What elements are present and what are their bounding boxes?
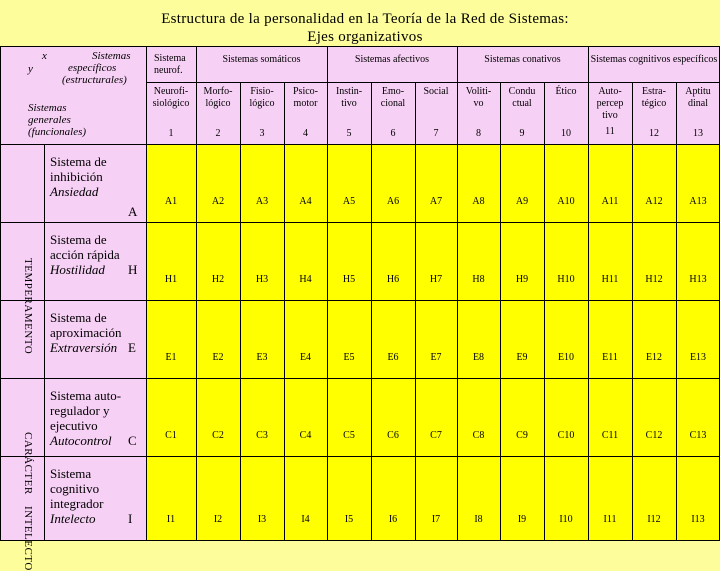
grid-cell-bg — [544, 222, 588, 300]
grid-cell: H9 — [515, 274, 529, 285]
row-name: Ansiedad — [50, 184, 99, 199]
row-letter: A — [128, 204, 138, 219]
grid-cell-bg — [146, 300, 196, 378]
corner-label-general-1: Sistemas — [28, 102, 67, 114]
grid-cell-bg — [457, 378, 500, 456]
grid-cell-bg — [146, 222, 196, 300]
grid-cell: I3 — [257, 514, 267, 525]
grid-cell-bg — [500, 144, 544, 222]
grid-cell: E5 — [343, 352, 355, 363]
grid-cell-bg — [676, 222, 720, 300]
corner-label-specific-3: (estructurales) — [62, 74, 127, 86]
grid-cell: H7 — [429, 274, 443, 285]
row-label-line: Sistema auto- — [50, 388, 122, 403]
grid-vline — [327, 46, 328, 540]
grid-cell: A1 — [164, 196, 178, 207]
column-number: 10 — [561, 128, 571, 139]
grid-cell: I5 — [344, 514, 354, 525]
grid-cell-bg — [676, 144, 720, 222]
row-label-line: aproximación — [50, 325, 122, 340]
grid-cell-bg — [327, 222, 371, 300]
grid-cell: E9 — [516, 352, 528, 363]
column-number: 5 — [346, 128, 352, 139]
grid-cell: I4 — [301, 514, 310, 525]
column-number: 12 — [649, 128, 659, 139]
grid-cell: C13 — [689, 430, 707, 441]
grid-cell: I13 — [691, 514, 705, 525]
grid-cell-bg — [284, 144, 327, 222]
corner-label-general-3: (funcionales) — [28, 126, 87, 138]
column-name: Fisio- lógico — [249, 86, 275, 109]
grid-cell: E12 — [645, 352, 663, 363]
grid-cell: E8 — [472, 352, 485, 363]
grid-cell-bg — [676, 456, 720, 540]
side-label-intelecto: INTELECTO — [22, 506, 34, 571]
grid-cell: C2 — [212, 430, 224, 441]
column-name: Social — [423, 86, 449, 97]
grid-cell-bg — [196, 222, 240, 300]
grid-cell: A2 — [211, 196, 225, 207]
side-divider — [44, 144, 45, 540]
column-name: Voliti- vo — [465, 86, 492, 109]
grid-vline — [196, 46, 197, 540]
grid-cell: H8 — [472, 274, 485, 285]
grid-cell-bg — [284, 300, 327, 378]
grid-cell: H1 — [164, 274, 178, 285]
grid-cell: I1 — [166, 514, 176, 525]
corner-label-x: x — [42, 50, 47, 62]
grid-cell: I6 — [388, 514, 398, 525]
grid-cell: I7 — [431, 514, 441, 525]
grid-cell-bg — [146, 456, 196, 540]
grid-cell-bg — [146, 144, 196, 222]
grid-cell: A3 — [255, 196, 269, 207]
row-name: Extraversión — [50, 340, 118, 355]
column-name: Emo- cional — [380, 86, 406, 109]
row-label — [50, 154, 142, 199]
grid-cell: A11 — [601, 196, 619, 207]
grid-vline — [457, 46, 458, 540]
grid-vline — [415, 82, 416, 540]
grid-cell: H3 — [255, 274, 269, 285]
grid-cell-bg — [284, 222, 327, 300]
row-label-line: ejecutivo — [50, 418, 98, 433]
row-name: Hostilidad — [50, 262, 105, 277]
grid-cell-bg — [632, 456, 676, 540]
column-name: Psico- motor — [293, 86, 318, 109]
grid-cell: H2 — [211, 274, 225, 285]
grid-cell: E2 — [212, 352, 224, 363]
grid-cell: A12 — [645, 196, 663, 207]
grid-cell-bg — [371, 144, 415, 222]
group-header: Sistemas afectivos — [354, 54, 430, 65]
group-header: Sistemas conativos — [484, 54, 561, 65]
grid-vline — [284, 82, 285, 540]
page-title — [0, 10, 720, 46]
grid-cell-bg — [371, 456, 415, 540]
grid-cell-bg — [327, 378, 371, 456]
corner-diagonal — [0, 46, 146, 144]
grid-cell-bg — [588, 222, 632, 300]
grid-cell-bg — [240, 378, 284, 456]
grid-cell-bg — [415, 300, 457, 378]
grid-cell: E6 — [387, 352, 399, 363]
header-separator — [146, 82, 196, 83]
grid-cell-bg — [544, 300, 588, 378]
column-number: 1 — [168, 128, 174, 139]
row-letter: H — [128, 262, 138, 277]
grid-cell-bg — [240, 144, 284, 222]
grid-vline — [240, 82, 241, 540]
column-name: Ético — [555, 86, 577, 97]
column-number: 3 — [259, 128, 265, 139]
row-label-line: regulador y — [50, 403, 110, 418]
grid-cell-bg — [240, 300, 284, 378]
grid-cell-bg — [544, 456, 588, 540]
column-number: 8 — [476, 128, 481, 139]
group-header: Sistemas cognitivos específicos — [590, 54, 718, 65]
grid-cell: E7 — [430, 352, 442, 363]
grid-cell-bg — [500, 300, 544, 378]
grid-cell: A6 — [386, 196, 400, 207]
grid-cell: A7 — [429, 196, 443, 207]
grid-cell-bg — [196, 378, 240, 456]
column-name: Neurofi- siológico — [152, 86, 190, 109]
grid-cell-bg — [196, 144, 240, 222]
grid-cell: I12 — [647, 514, 661, 525]
grid-vline — [544, 82, 545, 540]
grid-cell-bg — [415, 144, 457, 222]
grid-hline — [0, 540, 720, 541]
row-letter: I — [128, 511, 133, 526]
grid-cell-bg — [415, 456, 457, 540]
column-name: Aptitu dinal — [685, 86, 711, 109]
grid-cell: A9 — [515, 196, 529, 207]
grid-cell-bg — [588, 378, 632, 456]
grid-hline — [0, 222, 720, 223]
grid-cell: C5 — [343, 430, 355, 441]
grid-cell: I10 — [559, 514, 573, 525]
grid-vline — [588, 46, 589, 540]
title-line-1: Estructura de la personalidad en la Teoría de la Red de Sistemas: — [161, 11, 569, 27]
group-header: Sistema neurof. — [154, 53, 186, 76]
grid-cell-bg — [284, 456, 327, 540]
grid-cell-bg — [544, 378, 588, 456]
grid-vline — [632, 82, 633, 540]
column-number: 2 — [215, 128, 221, 139]
grid-cell-bg — [146, 378, 196, 456]
grid-cell-bg — [588, 144, 632, 222]
column-name: Auto- percep tivo — [596, 86, 624, 121]
grid-cell-bg — [327, 300, 371, 378]
grid-cell-bg — [632, 144, 676, 222]
grid-cell: A5 — [342, 196, 356, 207]
grid-cell-bg — [632, 378, 676, 456]
grid-cell: H11 — [601, 274, 619, 285]
grid-cell: C6 — [387, 430, 399, 441]
corner-label-specific-1: Sistemas — [92, 50, 131, 62]
header-separator — [196, 82, 720, 83]
grid-hline — [0, 300, 720, 301]
grid-cell-bg — [500, 222, 544, 300]
grid-cell-bg — [371, 378, 415, 456]
grid-cell-bg — [632, 300, 676, 378]
grid-cell-bg — [544, 144, 588, 222]
grid-cell: A4 — [299, 196, 312, 207]
grid-cell-bg — [371, 222, 415, 300]
grid-cell-bg — [457, 222, 500, 300]
grid-vline — [676, 82, 677, 540]
grid-vline — [146, 46, 147, 540]
grid-cell-bg — [415, 378, 457, 456]
grid-cell-bg — [284, 378, 327, 456]
side-label-temperamento: TEMPERAMENTO — [22, 258, 34, 355]
grid-cell: I2 — [213, 514, 223, 525]
grid-cell: C4 — [299, 430, 312, 441]
grid-cell-bg — [240, 456, 284, 540]
personality-grid — [0, 46, 720, 571]
corner-label-specific-2: específicos — [68, 62, 117, 74]
column-number: 4 — [303, 128, 308, 139]
grid-cell-bg — [588, 300, 632, 378]
grid-cell: E1 — [165, 352, 177, 363]
grid-cell-bg — [327, 456, 371, 540]
row-name: Intelecto — [50, 511, 96, 526]
grid-cell: E3 — [256, 352, 268, 363]
grid-cell-bg — [196, 300, 240, 378]
row-label-line: cognitivo — [50, 481, 100, 496]
grid-cell: C7 — [430, 430, 442, 441]
grid-cell-bg — [196, 456, 240, 540]
grid-cell-bg — [632, 222, 676, 300]
grid-cell: C1 — [165, 430, 177, 441]
row-letter: E — [128, 340, 136, 355]
grid-cell-bg — [500, 378, 544, 456]
grid-cell: A8 — [472, 196, 485, 207]
row-name: Autocontrol — [50, 433, 112, 448]
column-name: Estra- tégico — [641, 86, 667, 109]
grid-cell-bg — [676, 300, 720, 378]
row-label-line: Sistema — [50, 466, 92, 481]
column-number: 6 — [390, 128, 396, 139]
row-label-line: acción rápida — [50, 247, 120, 262]
row-label-line: Sistema de — [50, 310, 107, 325]
grid-cell: H6 — [386, 274, 400, 285]
grid-cell: E13 — [689, 352, 707, 363]
grid-cell: C10 — [557, 430, 575, 441]
grid-cell-bg — [240, 222, 284, 300]
grid-cell: C8 — [472, 430, 485, 441]
grid-cell: H13 — [689, 274, 707, 285]
row-label-line: Sistema de — [50, 232, 107, 247]
title-line-2: Ejes organizativos — [307, 29, 423, 45]
row-letter: C — [128, 433, 137, 448]
grid-cell: A10 — [557, 196, 575, 207]
row-label-line: inhibición — [50, 169, 103, 184]
grid-cell-bg — [500, 456, 544, 540]
grid-cell: H5 — [342, 274, 356, 285]
grid-cell-bg — [457, 144, 500, 222]
row-label-line: integrador — [50, 496, 104, 511]
group-header: Sistemas somáticos — [222, 54, 301, 65]
column-number: 7 — [433, 128, 439, 139]
grid-cell: H10 — [557, 274, 575, 285]
grid-hline — [0, 456, 720, 457]
grid-cell: E10 — [557, 352, 575, 363]
grid-cell: C3 — [256, 430, 268, 441]
corner-label-general-2: generales — [28, 114, 71, 126]
grid-cell: A13 — [689, 196, 707, 207]
grid-cell: I8 — [474, 514, 483, 525]
grid-cell: C11 — [601, 430, 619, 441]
grid-cell-bg — [415, 222, 457, 300]
grid-cell-bg — [457, 300, 500, 378]
grid-cell-bg — [676, 378, 720, 456]
grid-cell-bg — [588, 456, 632, 540]
grid-hline — [0, 378, 720, 379]
column-name: Morfo- lógico — [203, 86, 233, 109]
grid-cell-bg — [457, 456, 500, 540]
column-number: 9 — [519, 128, 525, 139]
grid-cell: E4 — [299, 352, 312, 363]
grid-vline — [500, 82, 501, 540]
grid-cell: I9 — [517, 514, 527, 525]
grid-cell-bg — [327, 144, 371, 222]
column-name: Condu ctual — [508, 86, 536, 109]
grid-cell: H12 — [645, 274, 663, 285]
grid-vline — [371, 82, 372, 540]
grid-cell: C12 — [645, 430, 663, 441]
grid-cell: C9 — [516, 430, 528, 441]
grid-cell: H4 — [299, 274, 312, 285]
row-label-line: Sistema de — [50, 154, 107, 169]
grid-cell-bg — [371, 300, 415, 378]
grid-cell: E11 — [602, 352, 618, 363]
column-name: Instin- tivo — [335, 86, 363, 109]
grid-cell: I11 — [603, 514, 617, 525]
corner-label-y: y — [28, 63, 33, 75]
column-number: 13 — [693, 128, 703, 139]
column-number: 11 — [605, 126, 615, 137]
side-label-caracter: CARÁCTER — [22, 432, 34, 495]
grid-hline — [0, 144, 720, 145]
